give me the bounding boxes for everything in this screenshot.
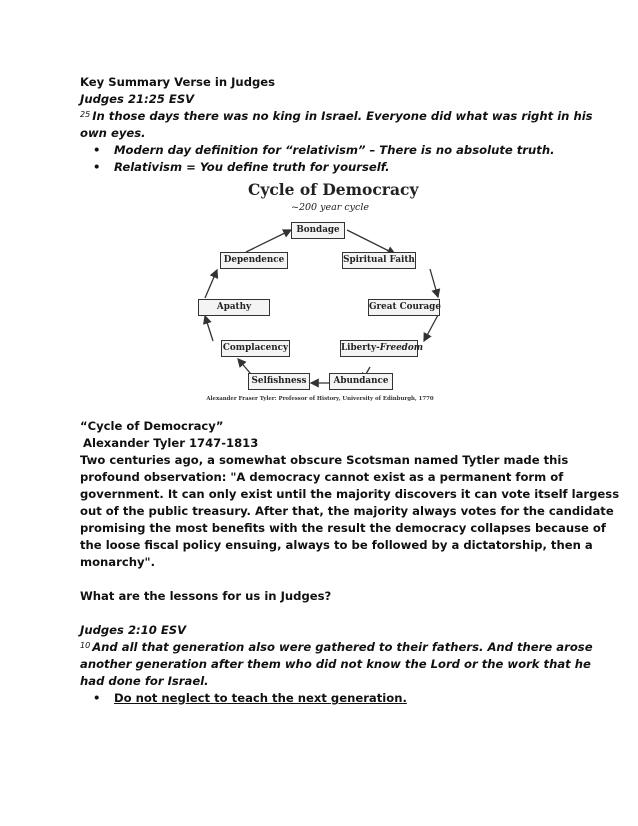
verse-number: 10: [80, 641, 91, 650]
quote-line-2: profound observation: "A democracy cannot exist as a permanent form of: [80, 470, 564, 484]
stage-complacency: Complacency: [221, 340, 290, 357]
bullet-glyph: •: [93, 691, 101, 705]
stage-abundance: Abundance: [329, 373, 393, 390]
quote-line-6: the loose fiscal policy ensuing, always to be followed by a dictatorship, then a: [80, 538, 593, 552]
stage-bondage: Bondage: [291, 222, 345, 239]
lessons-bullet: • Do not neglect to teach the next generation.: [93, 691, 407, 705]
quote-line-5: promising the most benefits with the result the democracy collapses because of: [80, 521, 606, 535]
lessons-question: What are the lessons for us in Judges?: [80, 589, 332, 603]
arrow-great-courage-to-liberty: [424, 315, 438, 341]
lessons-verse-line-2: another generation after them who did not know the Lord or the work that he: [80, 657, 591, 671]
quote-line-7: monarchy".: [80, 555, 155, 569]
lessons-verse-line-1: $^{10}$ And all that generation also were gathered to their fathers. And there arose: [80, 640, 593, 654]
quote-line-3: government. It can only exist until the majority discovers it can vote itself largess: [80, 487, 620, 501]
diagram-subtitle: ~200 year cycle: [291, 202, 369, 213]
bullet-glyph: •: [93, 143, 101, 157]
quote-title: “Cycle of Democracy”: [80, 419, 224, 433]
summary-reference: Judges 21:25 ESV: [80, 92, 195, 106]
stage-liberty-freedom: Liberty-Freedom: [340, 340, 418, 357]
arrow-apathy-to-dependence: [205, 270, 217, 298]
summary-bullet-1: • Modern day definition for “relativism” – There is no absolute truth.: [93, 143, 555, 157]
summary-verse-line-2: own eyes.: [80, 126, 146, 140]
cycle-of-democracy-diagram: [194, 178, 444, 410]
arrow-dependence-to-bondage: [246, 230, 291, 252]
stage-selfishness: Selfishness: [248, 373, 310, 390]
diagram-title: Cycle of Democracy: [248, 180, 419, 199]
stage-spiritual-faith: Spiritual Faith: [342, 252, 416, 269]
arrow-complacency-to-apathy: [205, 316, 213, 341]
quote-author: Alexander Tyler 1747-1813: [83, 436, 259, 450]
lessons-verse-line-3: had done for Israel.: [80, 674, 209, 688]
summary-verse-line-1: $^{25}$ In those days there was no king in Israel. Everyone did what was right in his: [80, 109, 593, 123]
bullet-glyph: •: [93, 160, 101, 174]
summary-heading: Key Summary Verse in Judges: [80, 75, 276, 89]
quote-line-4: out of the public treasury. After that, the majority always votes for the candidate: [80, 504, 614, 518]
arrow-spiritual-faith-to-great-courage: [430, 269, 438, 297]
stage-great-courage: Great Courage: [368, 299, 440, 316]
quote-line-1: Two centuries ago, a somewhat obscure Scotsman named Tytler made this: [80, 453, 569, 467]
tyler-section: [80, 418, 620, 707]
stage-dependence: Dependence: [220, 252, 288, 269]
summary-bullet-2: • Relativism = You define truth for yourself.: [93, 160, 390, 174]
summary-section: [80, 74, 593, 176]
stage-apathy: Apathy: [198, 299, 270, 316]
diagram-caption: Alexander Fraser Tyler: Professor of History, University of Edinburgh, 1770: [206, 396, 434, 402]
arrow-bondage-to-spiritual-faith: [347, 230, 395, 254]
lessons-reference: Judges 2:10 ESV: [80, 623, 187, 637]
verse-number: 25: [80, 110, 91, 119]
